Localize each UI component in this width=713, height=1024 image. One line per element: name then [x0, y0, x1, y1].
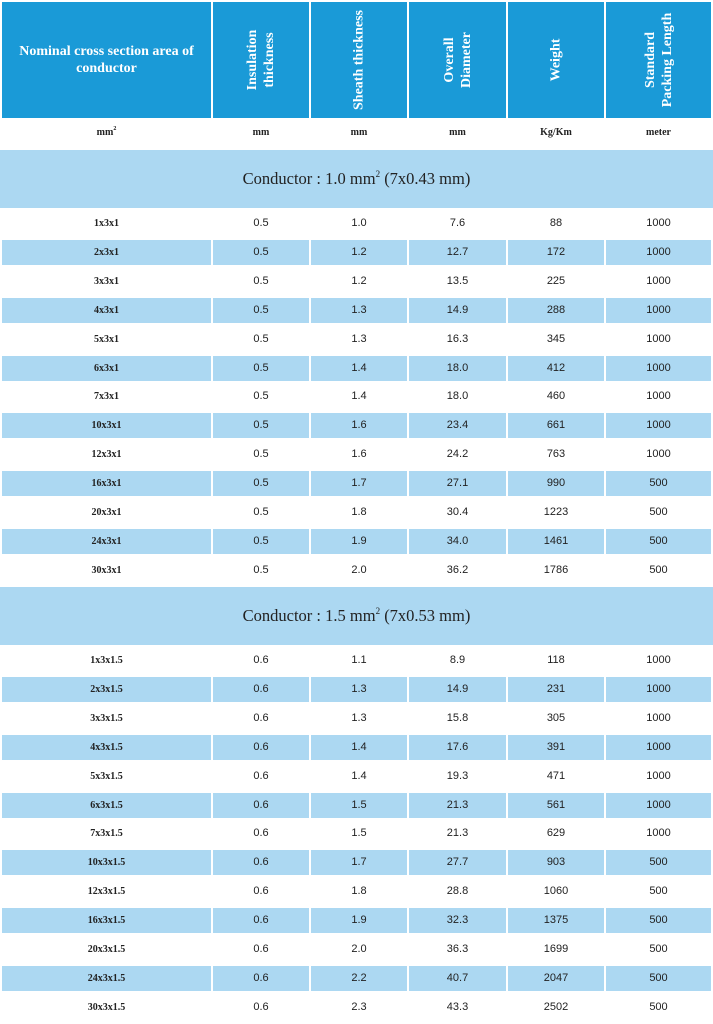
cell-weight: 1060: [543, 885, 569, 898]
cell-conductor: 4x3x1: [2, 298, 211, 323]
cell-conductor: 3x3x1: [94, 275, 119, 287]
table-row: [0, 966, 713, 991]
cell-sheath: 1.3: [351, 711, 367, 724]
cell-packing: 1000: [606, 240, 711, 265]
cell-conductor: 20x3x1.5: [87, 944, 126, 955]
cell-diameter: 18.0: [446, 390, 469, 403]
unit-packing: meter: [646, 127, 671, 138]
cell-weight: 561: [508, 793, 604, 818]
cell-conductor: 7x3x1: [94, 391, 119, 403]
cell-insulation: 0.5: [253, 390, 269, 403]
cell-conductor: 1x3x1.5: [90, 655, 123, 666]
cell-insulation: 0.5: [253, 506, 269, 518]
units-row: [0, 118, 713, 148]
table-row: [0, 908, 713, 933]
cell-diameter: 12.7: [409, 240, 506, 265]
section-header: Conductor : 1.5 $mm^2$ (7x0.53 mm): [0, 587, 713, 645]
cell-conductor: 10x3x1: [2, 413, 211, 438]
cell-sheath: 1.6: [351, 448, 367, 461]
table-row: [0, 529, 713, 554]
cell-conductor: 16x3x1.5: [2, 908, 211, 933]
table-row: [0, 558, 713, 583]
table-row: [0, 706, 713, 731]
cell-insulation: 0.6: [213, 735, 309, 760]
cell-weight: 391: [508, 735, 604, 760]
section-title: Conductor : 1.0 mm: [242, 169, 376, 188]
cell-sheath: 1.1: [351, 654, 367, 666]
table-row: [0, 240, 713, 265]
cell-weight: 1461: [508, 529, 604, 554]
cell-conductor: 12x3x1: [91, 449, 122, 461]
cell-weight: 288: [508, 298, 604, 323]
cell-packing: 1000: [646, 711, 671, 724]
cell-diameter: 14.9: [409, 298, 506, 323]
table-row: [0, 937, 713, 962]
cell-insulation: 0.5: [213, 413, 309, 438]
cell-packing: 500: [649, 1000, 668, 1013]
header-sheath-label: Sheath thickness: [351, 10, 367, 110]
cell-packing: 1000: [606, 413, 711, 438]
cell-diameter: 21.3: [409, 793, 506, 818]
cell-sheath: 1.3: [311, 298, 407, 323]
cell-conductor: 5x3x1: [94, 333, 119, 345]
header-packing-label: Standard Packing Length: [642, 12, 675, 108]
cell-diameter: 27.7: [409, 850, 506, 875]
cell-packing: 500: [606, 529, 711, 554]
cell-weight: 460: [546, 390, 566, 403]
cell-diameter: 8.9: [449, 654, 466, 666]
cell-diameter: 7.6: [449, 217, 466, 229]
unit-insulation: mm: [252, 127, 270, 138]
header-insulation-label: Insulation thickness: [245, 29, 277, 91]
header-conductor-label: Nominal cross section area of conductor: [19, 44, 194, 76]
cell-conductor: 10x3x1.5: [2, 850, 211, 875]
cell-weight: 172: [508, 240, 604, 265]
header-insulation: [213, 2, 309, 118]
cell-insulation: 0.5: [253, 332, 269, 345]
cell-insulation: 0.5: [253, 563, 269, 576]
cell-conductor: 30x3x1: [91, 564, 122, 576]
cell-conductor: 3x3x1.5: [90, 712, 123, 724]
cell-packing: 500: [649, 885, 668, 898]
cell-weight: 629: [546, 827, 566, 840]
cell-packing: 1000: [606, 735, 711, 760]
cell-conductor: 5x3x1.5: [90, 770, 123, 782]
cell-packing: 500: [649, 506, 668, 518]
cell-diameter: 15.8: [446, 711, 469, 724]
cell-packing: 500: [649, 563, 668, 576]
cell-weight: 903: [508, 850, 604, 875]
cell-weight: 1699: [543, 943, 569, 955]
cell-sheath: 1.6: [311, 413, 407, 438]
cell-diameter: 43.3: [446, 1000, 469, 1013]
cell-conductor: 12x3x1.5: [87, 886, 126, 898]
table-row: [0, 764, 713, 789]
cell-conductor: 6x3x1: [2, 356, 211, 381]
cell-weight: 2047: [508, 966, 604, 991]
table-row: [0, 356, 713, 381]
table-row: [0, 995, 713, 1020]
cell-diameter: 28.8: [446, 885, 469, 898]
cell-sheath: 1.4: [311, 735, 407, 760]
unit-diameter: mm: [449, 127, 466, 138]
cell-insulation: 0.6: [253, 943, 269, 955]
cell-insulation: 0.6: [213, 850, 309, 875]
cell-weight: 225: [546, 274, 566, 287]
cell-packing: 1000: [646, 390, 671, 403]
cell-sheath: 1.8: [351, 885, 367, 898]
cell-insulation: 0.5: [213, 529, 309, 554]
cell-sheath: 1.4: [311, 356, 407, 381]
header-diameter-label: Overall Diameter: [441, 32, 474, 88]
cell-insulation: 0.6: [253, 1000, 269, 1013]
cell-packing: 1000: [646, 769, 671, 782]
cell-weight: 88: [549, 217, 563, 229]
cell-packing: 1000: [606, 677, 711, 702]
cell-packing: 1000: [646, 827, 671, 840]
cell-packing: 500: [649, 943, 668, 955]
cell-diameter: 32.3: [409, 908, 506, 933]
cell-sheath: 1.5: [311, 793, 407, 818]
cell-sheath: 1.7: [311, 850, 407, 875]
table-row: [0, 821, 713, 846]
cell-sheath: 2.0: [351, 563, 367, 576]
cell-weight: 1223: [543, 506, 569, 518]
cell-weight: 2502: [543, 1000, 569, 1013]
cell-diameter: 21.3: [446, 827, 469, 840]
cell-packing: 500: [606, 850, 711, 875]
cell-sheath: 1.4: [351, 390, 367, 403]
cell-weight: 305: [546, 711, 566, 724]
cell-weight: 345: [546, 332, 566, 345]
table-row: [0, 442, 713, 467]
cell-sheath: 1.9: [311, 908, 407, 933]
cell-insulation: 0.5: [213, 298, 309, 323]
cell-insulation: 0.6: [213, 908, 309, 933]
table-row: [0, 648, 713, 673]
cell-packing: 1000: [646, 448, 671, 461]
cell-packing: 1000: [606, 356, 711, 381]
header-weight-label: Weight: [548, 38, 564, 82]
cell-insulation: 0.6: [213, 677, 309, 702]
cell-diameter: 36.3: [446, 943, 469, 955]
cell-packing: 1000: [646, 274, 671, 287]
cell-insulation: 0.6: [253, 827, 269, 840]
cell-packing: 1000: [646, 217, 671, 229]
cell-insulation: 0.5: [213, 471, 309, 496]
header-weight: [508, 2, 604, 118]
cell-conductor: 24x3x1.5: [2, 966, 211, 991]
cell-conductor: 2x3x1: [2, 240, 211, 265]
cell-sheath: 2.0: [351, 943, 367, 955]
table-row: [0, 500, 713, 525]
cell-weight: 990: [508, 471, 604, 496]
table-row: [0, 327, 713, 352]
table-row: [0, 269, 713, 294]
cell-insulation: 0.6: [253, 769, 269, 782]
cell-packing: 1000: [646, 654, 671, 666]
header-conductor: [2, 2, 211, 118]
cell-weight: 231: [508, 677, 604, 702]
cell-diameter: 24.2: [446, 448, 469, 461]
cell-diameter: 30.4: [446, 506, 469, 518]
header-packing: [606, 2, 711, 118]
cell-diameter: 14.9: [409, 677, 506, 702]
cell-conductor: 16x3x1: [2, 471, 211, 496]
cell-sheath: 1.5: [351, 827, 367, 840]
cell-sheath: 2.2: [311, 966, 407, 991]
cell-insulation: 0.6: [253, 654, 269, 666]
cell-conductor: 7x3x1.5: [90, 828, 123, 840]
cell-insulation: 0.6: [253, 885, 269, 898]
cell-weight: 763: [546, 448, 566, 461]
cell-diameter: 23.4: [409, 413, 506, 438]
cell-conductor: 4x3x1.5: [2, 735, 211, 760]
cell-sheath: 1.9: [311, 529, 407, 554]
table-row: [0, 735, 713, 760]
cell-diameter: 40.7: [409, 966, 506, 991]
cell-sheath: 1.0: [351, 217, 367, 229]
cell-conductor: 24x3x1: [2, 529, 211, 554]
cell-sheath: 1.3: [311, 677, 407, 702]
section-header: Conductor : 1.0 $mm^2$ (7x0.43 mm): [0, 150, 713, 208]
unit-weight: Kg/Km: [540, 127, 572, 138]
cell-weight: 118: [547, 654, 565, 666]
table-row: [0, 793, 713, 818]
cell-packing: 500: [606, 966, 711, 991]
table-row: [0, 298, 713, 323]
cell-diameter: 27.1: [409, 471, 506, 496]
table-row: [0, 879, 713, 904]
cell-weight: 471: [546, 769, 566, 782]
table-row: [0, 413, 713, 438]
cell-weight: 1786: [543, 563, 569, 576]
cell-insulation: 0.5: [253, 217, 269, 229]
table-row: [0, 850, 713, 875]
table-row: [0, 471, 713, 496]
table-row: [0, 384, 713, 409]
cell-weight: 661: [508, 413, 604, 438]
cell-insulation: 0.6: [213, 793, 309, 818]
cell-sheath: 1.4: [351, 769, 367, 782]
cell-conductor: 6x3x1.5: [2, 793, 211, 818]
cell-sheath: 1.3: [351, 332, 367, 345]
cell-insulation: 0.5: [253, 274, 269, 287]
cell-diameter: 13.5: [446, 274, 469, 287]
cell-diameter: 36.2: [446, 563, 469, 576]
table-row: [0, 211, 713, 236]
section-title: Conductor : 1.5 mm: [242, 606, 376, 625]
cell-diameter: 16.3: [446, 332, 469, 345]
header-diameter: [409, 2, 506, 118]
cell-insulation: 0.6: [253, 711, 269, 724]
cell-diameter: 17.6: [409, 735, 506, 760]
cell-insulation: 0.5: [253, 448, 269, 461]
cell-conductor: 2x3x1.5: [2, 677, 211, 702]
cell-packing: 1000: [606, 793, 711, 818]
cell-sheath: 1.2: [311, 240, 407, 265]
cell-weight: 412: [508, 356, 604, 381]
cell-sheath: 1.8: [351, 506, 367, 518]
cell-packing: 1000: [646, 332, 671, 345]
cell-diameter: 19.3: [446, 769, 469, 782]
unit-conductor: $mm^2$: [96, 126, 117, 138]
cell-conductor: 20x3x1: [91, 507, 122, 518]
cell-insulation: 0.5: [213, 356, 309, 381]
cell-packing: 500: [606, 908, 711, 933]
cell-sheath: 2.3: [351, 1000, 367, 1013]
cell-packing: 1000: [606, 298, 711, 323]
cell-insulation: 0.5: [213, 240, 309, 265]
cell-insulation: 0.6: [213, 966, 309, 991]
header-sheath: [311, 2, 407, 118]
cell-diameter: 34.0: [409, 529, 506, 554]
cell-packing: 500: [606, 471, 711, 496]
cell-conductor: 1x3x1: [94, 218, 119, 229]
table-row: [0, 677, 713, 702]
cell-conductor: 30x3x1.5: [87, 1001, 126, 1013]
cell-weight: 1375: [508, 908, 604, 933]
cell-sheath: 1.2: [351, 274, 367, 287]
cell-diameter: 18.0: [409, 356, 506, 381]
unit-sheath: mm: [350, 127, 368, 138]
cell-sheath: 1.7: [311, 471, 407, 496]
